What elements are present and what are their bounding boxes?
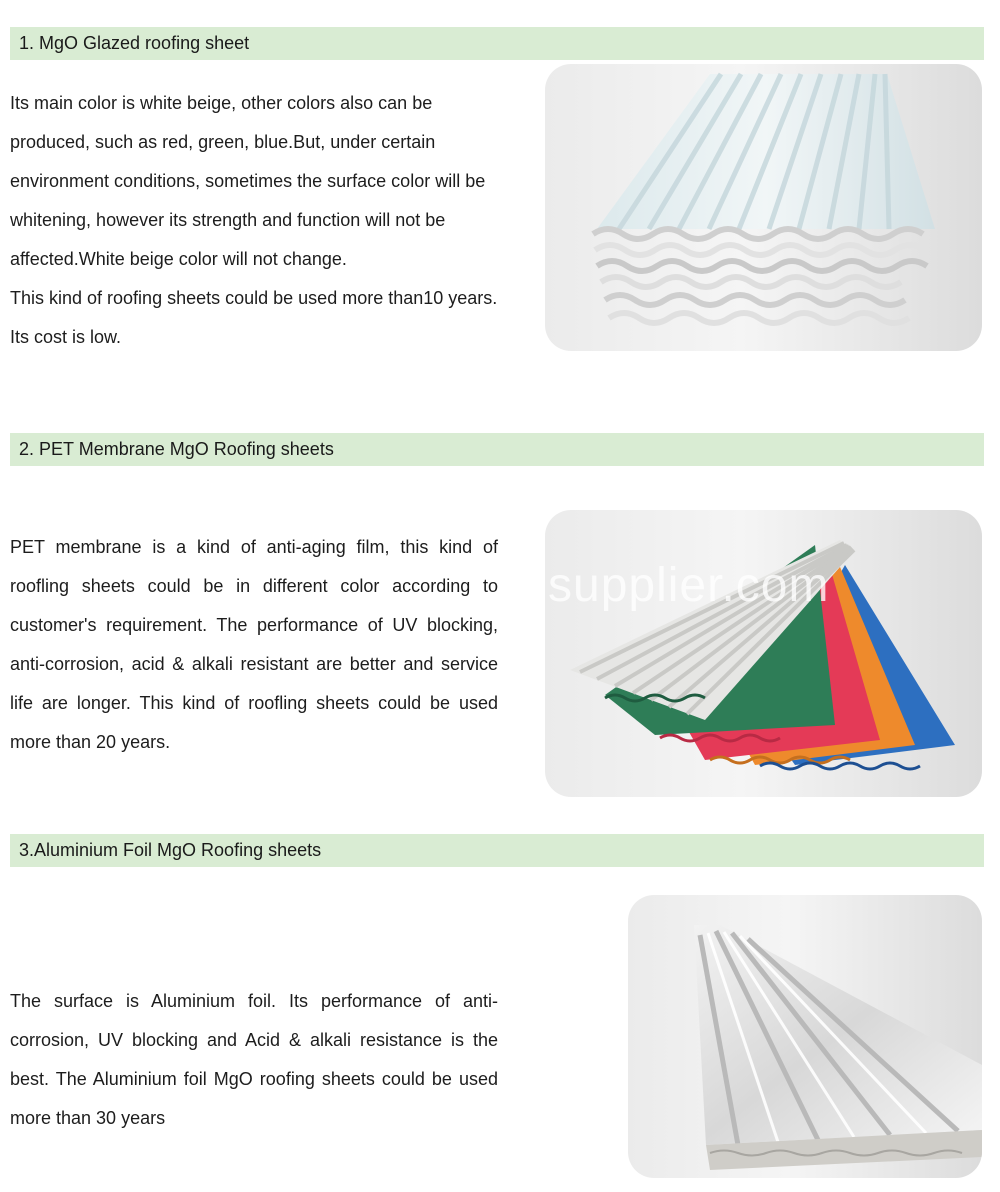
section-1-title: 1. MgO Glazed roofing sheet bbox=[19, 33, 250, 53]
section-1-header bbox=[10, 27, 984, 60]
aluminium-foil-sheets-photo bbox=[628, 895, 982, 1178]
glazed-sheet-photo bbox=[545, 64, 982, 351]
section-3-description bbox=[10, 982, 498, 1138]
section-2-description bbox=[10, 528, 498, 762]
section-2-paragraph-1: PET membrane is a kind of anti-aging film, this kind of roofling sheets could be in different color according to customer's requirement. The performance of UV blocking, anti-corrosion, acid & alkali resistant are better and service life are longer. This kind of roofling sheets could be used more than 20 years. bbox=[10, 537, 498, 752]
section-3-paragraph-1: The surface is Aluminium foil. Its performance of anti-corrosion, UV blocking and Acid & alkali resistance is the best. The Aluminium foil MgO roofing sheets could be used more than 30 years bbox=[10, 991, 498, 1128]
section-1-description bbox=[10, 84, 498, 357]
section-1-paragraph-2: This kind of roofing sheets could be used more than10 years. Its cost is low. bbox=[10, 288, 498, 347]
section-2-header bbox=[10, 433, 984, 466]
section-3-header bbox=[10, 834, 984, 867]
section-3-title: 3.Aluminium Foil MgO Roofing sheets bbox=[19, 840, 322, 860]
pet-membrane-sheets-photo bbox=[545, 510, 982, 797]
section-1-paragraph-1: Its main color is white beige, other colors also can be produced, such as red, green, blue.But, under certain environment conditions, sometimes the surface color will be whitening, however its strength and function will not be affected.White beige color will not change. bbox=[10, 93, 486, 269]
section-2-title: 2. PET Membrane MgO Roofing sheets bbox=[19, 439, 334, 459]
watermark-text: supplier.com bbox=[548, 559, 830, 612]
